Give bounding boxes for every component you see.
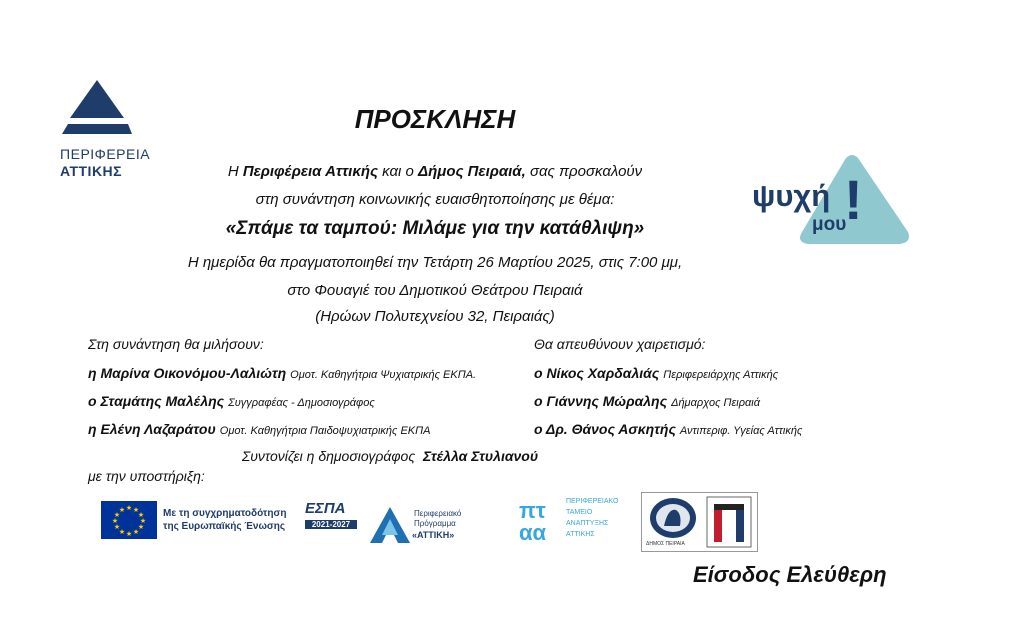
speaker-name: η Ελένη Λαζαράτου bbox=[88, 421, 216, 437]
free-entry-label: Είσοδος Ελεύθερη bbox=[693, 562, 887, 587]
speaker-name: η Μαρίνα Οικονόμου-Λαλιώτη bbox=[88, 365, 287, 381]
speakers-heading: Στη συνάντηση θα μιλήσουν: bbox=[88, 336, 264, 352]
intro-line-2: στη συνάντηση κοινωνικής ευαισθητοποίησης με θέμα: bbox=[255, 191, 615, 208]
svg-text:★: ★ bbox=[139, 517, 147, 525]
eu-cofunding-logo bbox=[101, 500, 296, 540]
svg-text:★: ★ bbox=[137, 511, 145, 519]
eu-line1: Με τη συγχρηματοδότηση bbox=[163, 508, 287, 519]
svg-text:★: ★ bbox=[132, 506, 140, 514]
psychi-word: ψυχή bbox=[752, 178, 831, 213]
speaker-item bbox=[88, 421, 430, 437]
piraeus-emblem bbox=[648, 496, 698, 540]
eu-line2: της Ευρωπαϊκής Ένωσης bbox=[163, 521, 286, 532]
greeting-name: ο Γιάννης Μώραλης bbox=[534, 393, 668, 409]
espa-years: 2021-2027 bbox=[305, 520, 357, 529]
intro-org1: Περιφέρεια Αττικής bbox=[242, 163, 378, 180]
event-topic: «Σπάμε τα ταμπού: Μιλάμε για την κατάθλιψη» bbox=[225, 218, 645, 239]
speaker-item bbox=[88, 393, 375, 409]
piraeus-caption: ΔΗΜΟΣ ΠΕΙΡΑΙΑ bbox=[646, 541, 685, 547]
greeting-item bbox=[534, 393, 760, 409]
intro-line bbox=[0, 163, 870, 180]
ptaa-l4: ΑΤΤΙΚΗΣ bbox=[566, 531, 595, 538]
moderator-name: Στέλλα Στυλιανού bbox=[422, 448, 539, 464]
page-title: ΠΡΟΣΚΛΗΣΗ bbox=[354, 104, 516, 134]
greetings-heading: Θα απευθύνουν χαιρετισμό: bbox=[534, 336, 706, 352]
region-attica-line1: ΠΕΡΙΦΕΡΕΙΑ bbox=[60, 146, 151, 162]
svg-text:★: ★ bbox=[137, 523, 145, 531]
support-label: με την υποστήριξη: bbox=[88, 468, 205, 484]
eu-flag-icon bbox=[101, 501, 157, 539]
exclamation-icon: ! bbox=[844, 168, 863, 231]
svg-text:★: ★ bbox=[125, 504, 133, 512]
region-attica-line2: ΑΤΤΙΚΗΣ bbox=[60, 163, 123, 179]
intro-p1: Η bbox=[227, 163, 243, 180]
piraeus-gate-icon bbox=[706, 496, 752, 548]
greeting-name: ο Νίκος Χαρδαλιάς bbox=[534, 365, 660, 381]
attiki-program-line1: Περιφερειακό bbox=[414, 509, 462, 518]
greeting-role: Δήμαρχος Πειραιά bbox=[671, 397, 761, 409]
intro-p3: σας προσκαλούν bbox=[525, 163, 643, 180]
event-when: Η ημερίδα θα πραγματοποιηθεί την Τετάρτη 26 Μαρτίου 2025, στις 7:00 μμ, bbox=[187, 254, 683, 271]
attiki-program-line3: «ΑΤΤΙΚΗ» bbox=[412, 530, 455, 540]
greeting-role: Αντιπεριφ. Υγείας Αττικής bbox=[679, 425, 803, 437]
intro-p2: και ο bbox=[377, 163, 419, 180]
event-where: στο Φουαγιέ του Δημοτικού Θεάτρου Πειραιά bbox=[287, 282, 583, 299]
event-address: (Ηρώων Πολυτεχνείου 32, Πειραιάς) bbox=[315, 308, 555, 325]
ptaa-l1: ΠΕΡΙΦΕΡΕΙΑΚΟ bbox=[566, 498, 619, 505]
greeting-role: Περιφερειάρχης Αττικής bbox=[663, 369, 779, 381]
svg-text:★: ★ bbox=[132, 528, 140, 536]
svg-text:★: ★ bbox=[118, 528, 126, 536]
attiki-program-emblem bbox=[368, 505, 412, 545]
greeting-item bbox=[534, 421, 802, 437]
moderator-text: Συντονίζει η δημοσιογράφος bbox=[241, 448, 416, 464]
greeting-item bbox=[534, 365, 778, 381]
moderator-line bbox=[0, 448, 780, 464]
svg-text:★: ★ bbox=[111, 517, 119, 525]
speaker-role: Συγγραφέας - Δημοσιογράφος bbox=[228, 397, 375, 409]
intro-org2: Δήμος Πειραιά, bbox=[418, 163, 526, 180]
ptaa-l3: ΑΝΑΠΤΥΞΗΣ bbox=[566, 520, 609, 527]
attiki-program-logo bbox=[368, 503, 483, 547]
ptaa-mark: πτ αα bbox=[519, 498, 547, 545]
svg-text:★: ★ bbox=[125, 530, 133, 538]
espa-logo bbox=[303, 500, 361, 540]
ptaa-logo bbox=[519, 496, 629, 556]
speaker-role: Ομοτ. Καθηγήτρια Παιδοψυχιατρικής ΕΚΠΑ bbox=[219, 425, 431, 437]
speaker-role: Ομοτ. Καθηγήτρια Ψυχιατρικής ΕΚΠΑ. bbox=[290, 369, 477, 381]
svg-text:★: ★ bbox=[113, 523, 121, 531]
speaker-name: ο Σταμάτης Μαλέλης bbox=[88, 393, 225, 409]
ptaa-l2: ΤΑΜΕΙΟ bbox=[566, 509, 593, 516]
svg-text:★: ★ bbox=[113, 511, 121, 519]
espa-name: ΕΣΠΑ bbox=[305, 500, 346, 517]
svg-text:★: ★ bbox=[118, 506, 126, 514]
speaker-item bbox=[88, 365, 476, 381]
greeting-name: ο Δρ. Θάνος Ασκητής bbox=[534, 421, 676, 437]
psychi-mou-word: μου bbox=[812, 214, 847, 235]
piraeus-municipality-logo bbox=[641, 492, 758, 552]
attiki-program-line2: Πρόγραμμα bbox=[414, 519, 456, 528]
